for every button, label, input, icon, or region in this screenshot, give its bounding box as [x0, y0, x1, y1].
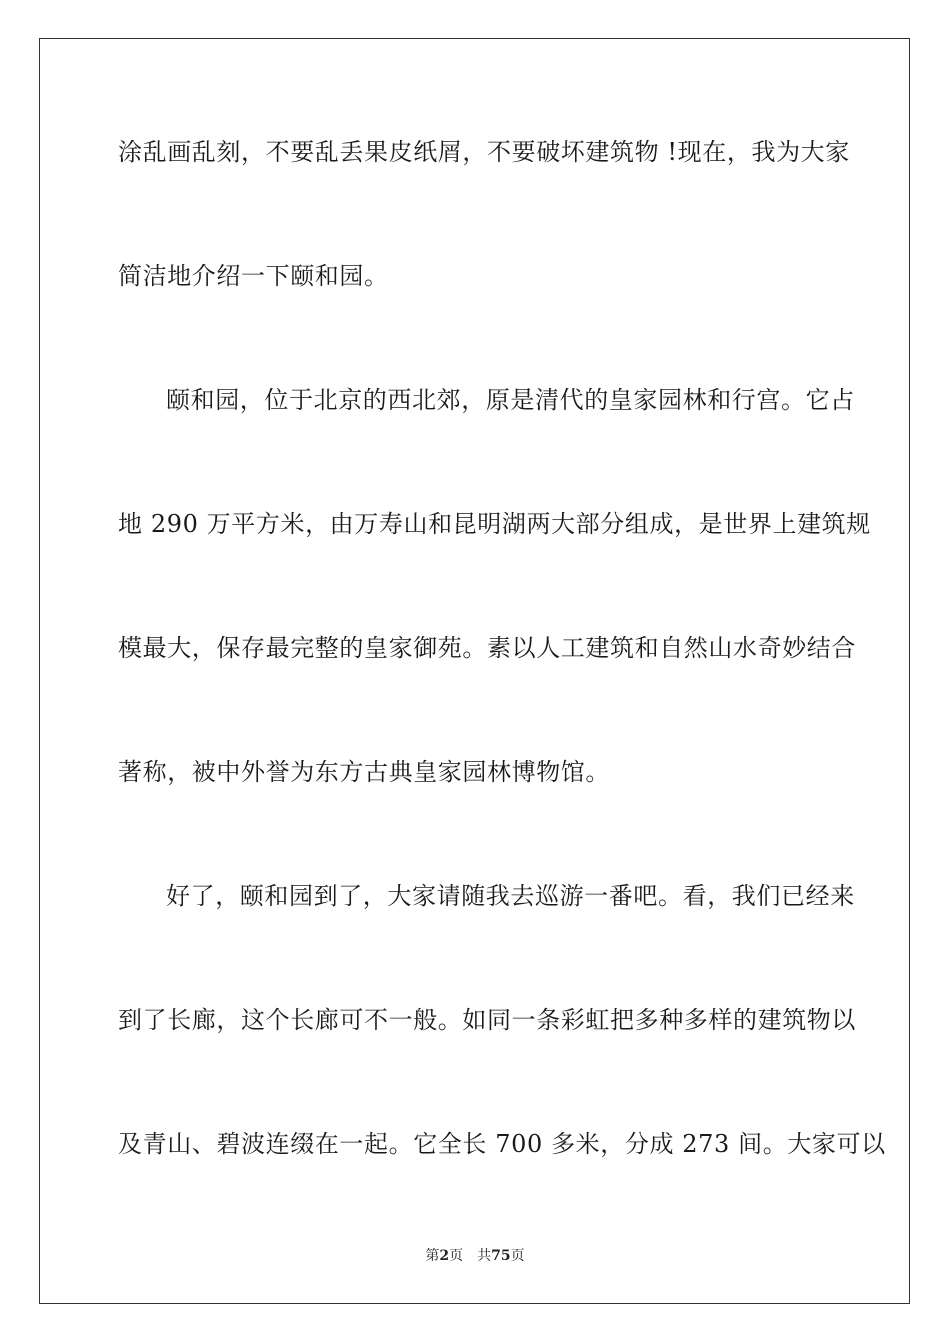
text-line-6: 著称，被中外誉为东方古典皇家园林博物馆。 [118, 758, 610, 786]
text-line-2: 简洁地介绍一下颐和园。 [118, 262, 389, 290]
total-pages: 75 [491, 1248, 511, 1264]
text-line-8: 到了长廊，这个长廊可不一般。如同一条彩虹把多种多样的建筑物以 [118, 1006, 856, 1034]
page-suffix: 页 [449, 1248, 464, 1264]
page-footer [0, 1247, 950, 1265]
text-line-4: 地 290 万平方米，由万寿山和昆明湖两大部分组成，是世界上建筑规 [118, 510, 871, 538]
text-line-5: 模最大，保存最完整的皇家御苑。素以人工建筑和自然山水奇妙结合 [118, 634, 856, 662]
text-line-7: 好了，颐和园到了，大家请随我去巡游一番吧。看，我们已经来 [166, 882, 855, 910]
text-line-9: 及青山、碧波连缀在一起。它全长 700 多米，分成 273 间。大家可以 [118, 1130, 886, 1158]
text-line-1: 涂乱画乱刻，不要乱丢果皮纸屑，不要破坏建筑物 !现在，我为大家 [118, 138, 850, 166]
page-number: 2 [439, 1248, 450, 1264]
text-line-3: 颐和园，位于北京的西北郊，原是清代的皇家园林和行宫。它占 [166, 386, 855, 414]
total-suffix: 页 [510, 1248, 525, 1264]
page-prefix: 第 [425, 1248, 440, 1264]
total-prefix: 共 [477, 1248, 492, 1264]
page-border [39, 38, 910, 1304]
